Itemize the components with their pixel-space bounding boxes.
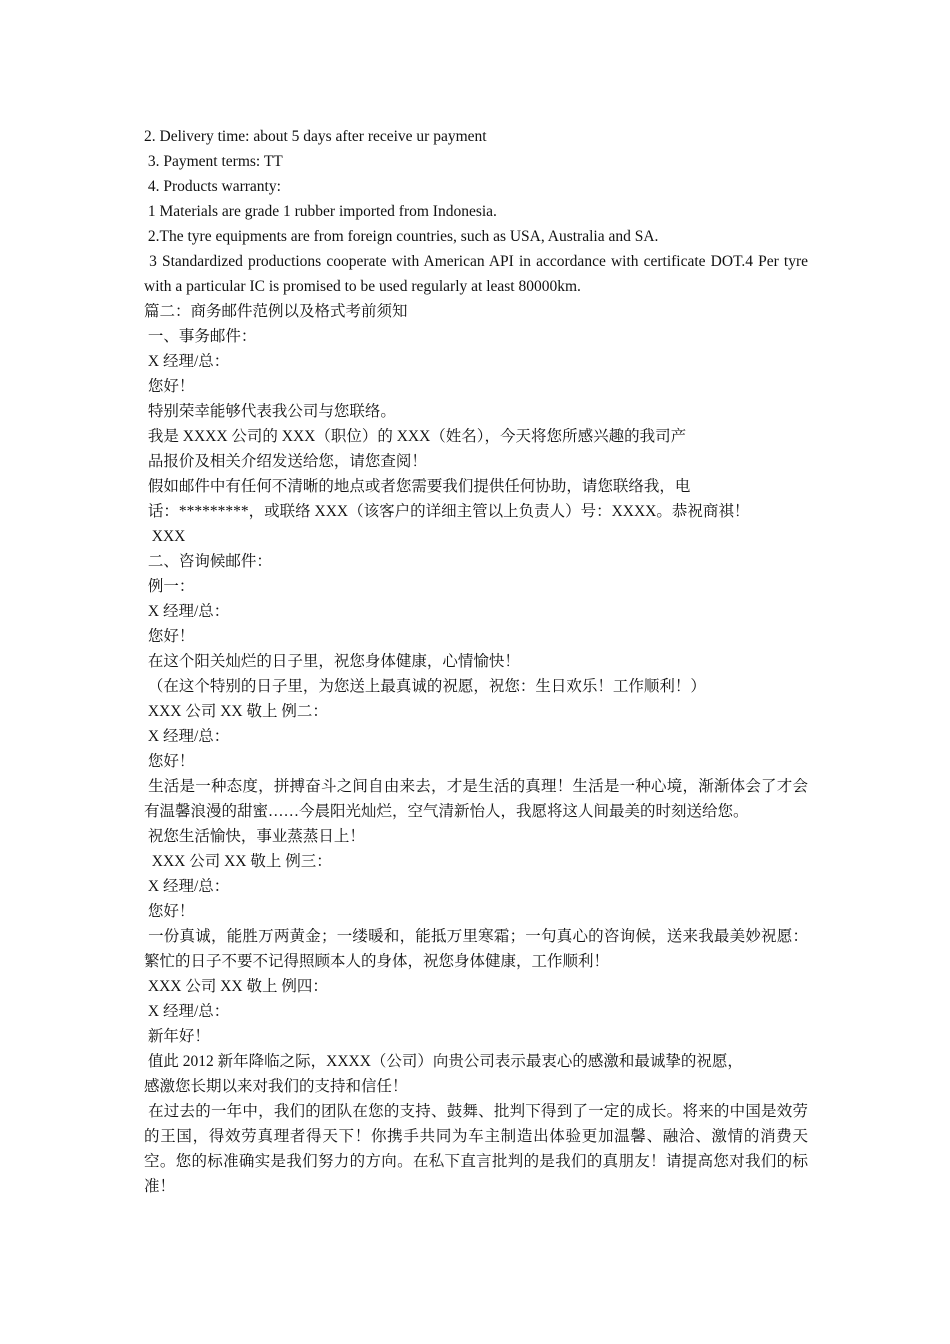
salutation: X 经理/总：	[144, 1003, 230, 1020]
section-heading-2: 篇二：商务邮件范例以及格式考前须知	[144, 303, 408, 320]
greeting-email-heading: 二、咨询候邮件：	[144, 553, 272, 570]
salutation: X 经理/总：	[144, 603, 230, 620]
payment-terms-line: 3. Payment terms: TT	[144, 153, 283, 170]
salutation: X 经理/总：	[144, 728, 230, 745]
signature-example-line: XXX 公司 XX 敬上 例三：	[144, 853, 332, 870]
signature-example-line: XXX 公司 XX 敬上 例四：	[144, 978, 328, 995]
email-text-line: 品报价及相关介绍发送给您，请您查阅！	[144, 453, 427, 470]
greeting: 您好！	[144, 628, 195, 645]
email-text-line: 假如邮件中有任何不清晰的地点或者您需要我们提供任何协助，请您联络我，电	[144, 478, 691, 495]
salutation: X 经理/总：	[144, 353, 230, 370]
business-email-heading: 一、事务邮件：	[144, 328, 257, 345]
email-text-line: 祝您生活愉快，事业蒸蒸日上！	[144, 828, 365, 845]
email-text-line: 我是 XXXX 公司的 XXX（职位）的 XXX（姓名），今天将您所感兴趣的我司产	[144, 428, 687, 445]
greeting: 您好！	[144, 753, 195, 770]
greeting: 新年好！	[144, 1028, 210, 1045]
signature-example-line: XXX 公司 XX 敬上 例二：	[144, 703, 328, 720]
materials-line: 1 Materials are grade 1 rubber imported from Indonesia.	[144, 203, 497, 220]
document-body	[144, 124, 812, 1199]
salutation: X 经理/总：	[144, 878, 230, 895]
greeting: 您好！	[144, 378, 195, 395]
email-text-line: 特别荣幸能够代表我公司与您联络。	[144, 403, 396, 420]
signature: XXX	[144, 528, 186, 545]
equipment-line: 2.The tyre equipments are from foreign countries, such as USA, Australia and SA.	[144, 228, 659, 245]
email-text-line: （在这个特别的日子里，为您送上最真诚的祝愿，祝您：生日欢乐！工作顺利！）	[144, 678, 706, 695]
standardized-production-paragraph: 3 Standardized productions cooperate with American API in accordance with certificate DOT.4 Per tyre with a particular IC is promised to be used regularly at least 80000km.	[144, 253, 812, 295]
example-heading: 例一：	[144, 578, 195, 595]
email-paragraph: 在过去的一年中，我们的团队在您的支持、鼓舞、批判下得到了一定的成长。将来的中国是效劳的王国，得效劳真理者得天下！你携手共同为车主制造出体验更加温馨、融洽、激情的消费天空。您的标准确实是我们努力的方向。在私下直言批判的是我们的真朋友！请提高您对我们的标准！	[144, 1103, 808, 1195]
email-text-line: 在这个阳关灿烂的日子里，祝您身体健康，心情愉快！	[144, 653, 520, 670]
email-paragraph: 一份真诚，能胜万两黄金；一缕暖和，能抵万里寒霜；一句真心的咨询候，送来我最美妙祝愿：繁忙的日子不要不记得照顾本人的身体，祝您身体健康，工作顺利！	[144, 928, 808, 970]
email-text-line: 话：*********，或联络 XXX（该客户的详细主管以上负责人）号：XXXX。恭祝商祺！	[144, 503, 750, 520]
products-warranty-line: 4. Products warranty:	[144, 178, 281, 195]
email-text-line: 值此 2012 新年降临之际，XXXX（公司）向贵公司表示最衷心的感激和最诚挚的祝愿，	[144, 1053, 743, 1070]
email-text-line: 感激您长期以来对我们的支持和信任！	[144, 1078, 408, 1095]
greeting: 您好！	[144, 903, 195, 920]
delivery-time-line: 2. Delivery time: about 5 days after receive ur payment	[144, 128, 487, 145]
email-paragraph: 生活是一种态度，拼搏奋斗之间自由来去，才是生活的真理！生活是一种心境，渐渐体会了才会有温馨浪漫的甜蜜……今晨阳光灿烂，空气清新怡人，我愿将这人间最美的时刻送给您。	[144, 778, 808, 820]
